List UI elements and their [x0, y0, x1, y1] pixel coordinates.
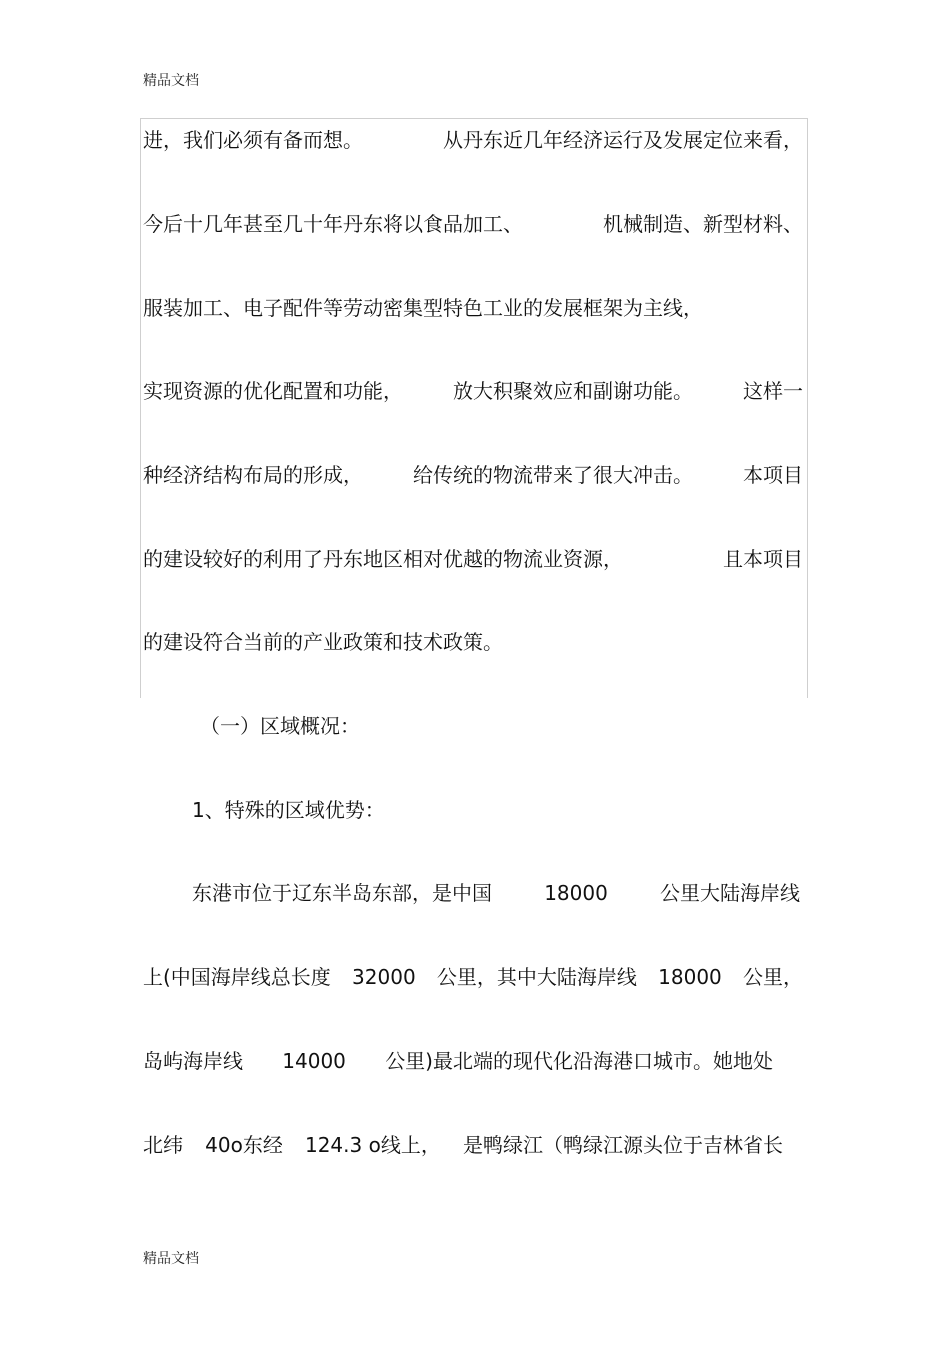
- text-segment: 岛屿海岸线: [143, 1049, 243, 1073]
- text-segment: 机械制造、新型材料、: [603, 212, 803, 236]
- text-frame-left-border: [140, 118, 141, 698]
- text-segment: 且本项目: [723, 547, 803, 571]
- text-frame-top-border: [140, 118, 808, 119]
- text-segment: 北纬: [143, 1133, 183, 1157]
- text-segment: 进，我们必须有备而想。: [143, 128, 363, 152]
- text-segment: 14000: [282, 1049, 346, 1073]
- text-segment: 18000: [658, 965, 722, 989]
- page-header-label: 精品文档: [143, 73, 199, 89]
- paragraph-line-6: [143, 545, 803, 573]
- paragraph-line-7: 的建设符合当前的产业政策和技术政策。: [143, 630, 503, 654]
- text-segment: 给传统的物流带来了很大冲击。: [413, 463, 693, 487]
- text-segment: 的建设较好的利用了丹东地区相对优越的物流业资源，: [143, 547, 623, 571]
- paragraph-line-4: [143, 377, 803, 405]
- text-segment: 本项目: [743, 463, 803, 487]
- text-segment: 公里大陆海岸线: [660, 881, 800, 905]
- page-footer-label: 精品文档: [143, 1251, 199, 1267]
- paragraph-line-1: [143, 126, 803, 154]
- text-segment: 种经济结构布局的形成，: [143, 463, 363, 487]
- text-segment: 32000: [352, 965, 416, 989]
- text-segment: 放大积聚效应和副谢功能。: [453, 379, 693, 403]
- text-segment: 18000: [544, 881, 608, 905]
- subsection-heading: 1、特殊的区域优势：: [192, 798, 385, 822]
- paragraph-line-3: 服装加工、电子配件等劳动密集型特色工业的发展框架为主线，: [143, 296, 703, 320]
- text-segment: 124.3 o线上，: [304, 1133, 441, 1157]
- text-segment: 上(中国海岸线总长度: [143, 965, 331, 989]
- section-heading: （一）区域概况：: [200, 714, 360, 738]
- text-frame-right-border: [807, 118, 808, 698]
- text-segment: 40o东经: [205, 1133, 283, 1157]
- text-segment: 今后十几年甚至几十年丹东将以食品加工、: [143, 212, 523, 236]
- paragraph-line-9: [143, 963, 803, 991]
- paragraph-line-11: [143, 1131, 783, 1159]
- text-segment: 东港市位于辽东半岛东部，是中国: [192, 881, 492, 905]
- text-segment: 实现资源的优化配置和功能，: [143, 379, 403, 403]
- text-segment: 公里)最北端的现代化沿海港口城市。她地处: [385, 1049, 773, 1073]
- text-segment: 公里，其中大陆海岸线: [436, 965, 637, 989]
- paragraph-line-5: [143, 461, 803, 489]
- text-segment: 是鸭绿江（鸭绿江源头位于吉林省长: [462, 1133, 783, 1157]
- text-segment: 这样一: [743, 379, 803, 403]
- paragraph-line-8: [192, 879, 800, 907]
- text-segment: 从丹东近几年经济运行及发展定位来看，: [443, 128, 803, 152]
- paragraph-line-10: [143, 1047, 773, 1075]
- paragraph-line-2: [143, 210, 803, 238]
- text-segment: 公里，: [743, 965, 803, 989]
